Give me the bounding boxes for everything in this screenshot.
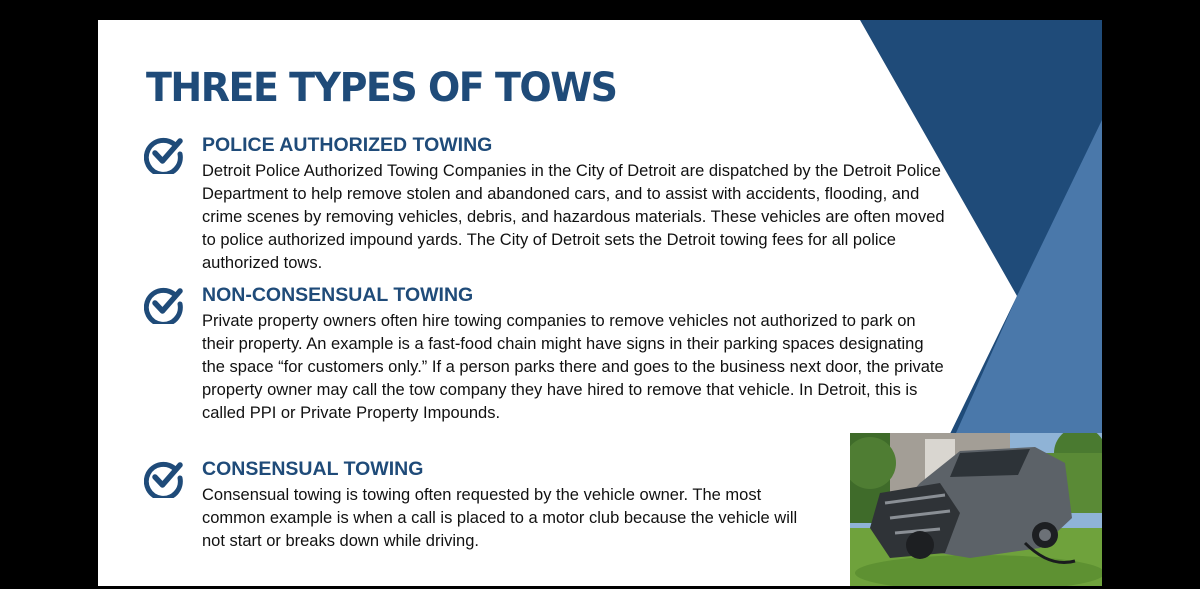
slide-title: THREE TYPES OF TOWS — [146, 64, 617, 111]
wrecked-car-photo — [850, 433, 1102, 586]
item-heading: CONSENSUAL TOWING — [202, 458, 424, 480]
check-circle-icon — [144, 134, 184, 174]
item-heading: POLICE AUTHORIZED TOWING — [202, 134, 493, 156]
item-body: Private property owners often hire towing companies to remove vehicles not authorized to park on their property. An example is a fast-food chain might have signs in their parking spaces designating the space “for customers only.” If a person parks there and goes to the business next door, the private property owner may call the tow company they have hired to remove that vehicle. In Detroit, this is called PPI or Private Property Impounds. — [202, 312, 944, 422]
item-body: Detroit Police Authorized Towing Companies in the City of Detroit are dispatched by the Detroit Police Department to help remove stolen and abandoned cars, and to assist with accidents, flooding, and crime scenes by removing vehicles, debris, and hazardous materials. These vehicles are often moved to police authorized impound yards. The City of Detroit sets the Detroit towing fees for all police authorized tows. — [202, 162, 945, 272]
slide — [98, 20, 1102, 586]
item-heading: NON-CONSENSUAL TOWING — [202, 284, 474, 306]
check-circle-icon — [144, 284, 184, 324]
item-body: Consensual towing is towing often requested by the vehicle owner. The most common example is when a call is placed to a motor club because the vehicle will not start or breaks down while driving. — [202, 486, 798, 550]
check-circle-icon — [144, 458, 184, 498]
